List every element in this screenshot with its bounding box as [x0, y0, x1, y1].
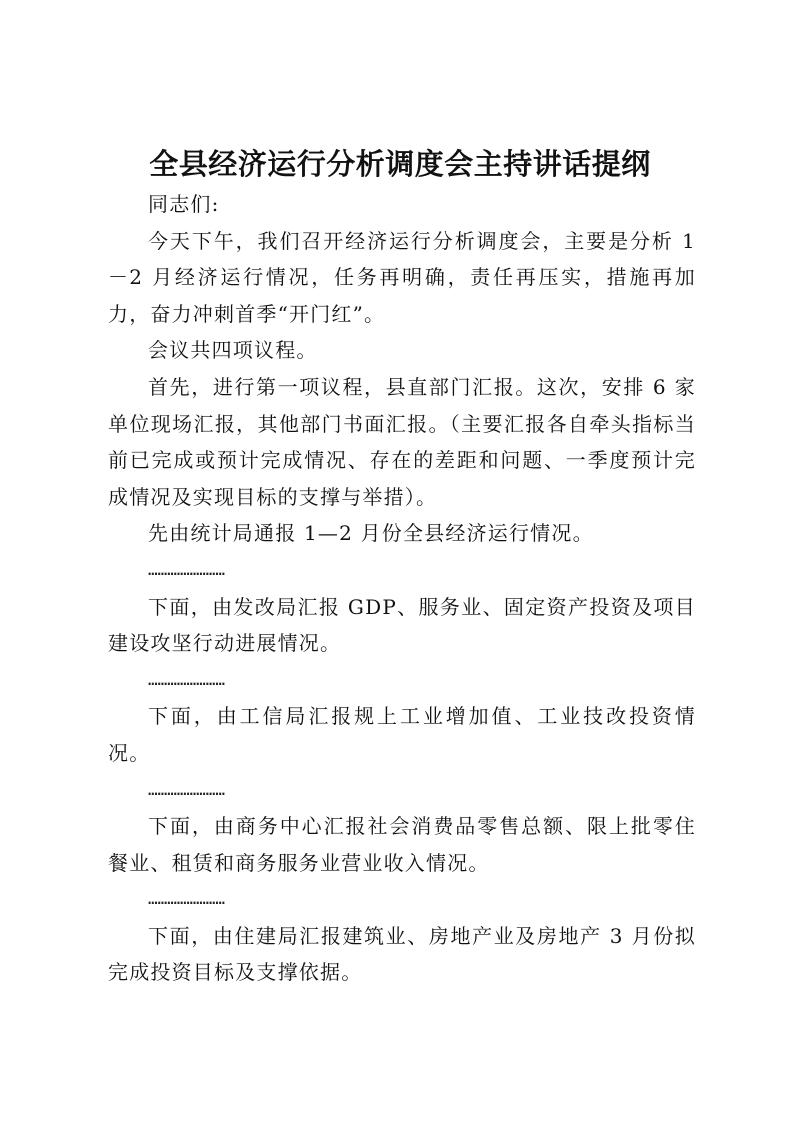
ellipsis-separator: …………………… — [148, 779, 226, 799]
ellipsis-separator: …………………… — [148, 669, 226, 689]
industry-bureau-paragraph: 下面，由工信局汇报规上工业增加值、工业技改投资情况。 — [108, 704, 696, 765]
agenda-paragraph: 会议共四项议程。 — [148, 338, 318, 363]
housing-bureau-paragraph: 下面，由住建局汇报建筑业、房地产业及房地产 3 月份拟完成投资目标及支撑依据。 — [108, 923, 696, 985]
statistics-bureau-paragraph: 先由统计局通报 1—2 月份全县经济运行情况。 — [148, 521, 594, 546]
ellipsis-separator: …………………… — [148, 889, 226, 909]
ellipsis-separator: …………………… — [148, 559, 226, 579]
document-title: 全县经济运行分析调度会主持讲话提纲 — [149, 147, 651, 181]
development-bureau-paragraph: 下面，由发改局汇报 GDP、服务业、固定资产投资及项目建设攻坚行动进展情况。 — [108, 594, 696, 656]
document-body — [108, 186, 696, 991]
commerce-center-paragraph: 下面，由商务中心汇报社会消费品零售总额、限上批零住餐业、租赁和商务服务业营业收入情况。 — [108, 814, 696, 875]
opening-paragraph: 今天下午，我们召开经济运行分析调度会，主要是分析 1－2 月经济运行情况，任务再明确，责任再压实，措施再加力，奋力冲刺首季“开门红”。 — [108, 228, 696, 326]
greeting-paragraph: 同志们: — [148, 192, 220, 216]
first-agenda-paragraph: 首先，进行第一项议程，县直部门汇报。这次，安排 6 家单位现场汇报，其他部门书面汇报。（主要汇报各自牵头指标当前已完成或预计完成情况、存在的差距和问题、一季度预计完成情况及实现目标的支撑与举措）。 — [108, 374, 696, 509]
